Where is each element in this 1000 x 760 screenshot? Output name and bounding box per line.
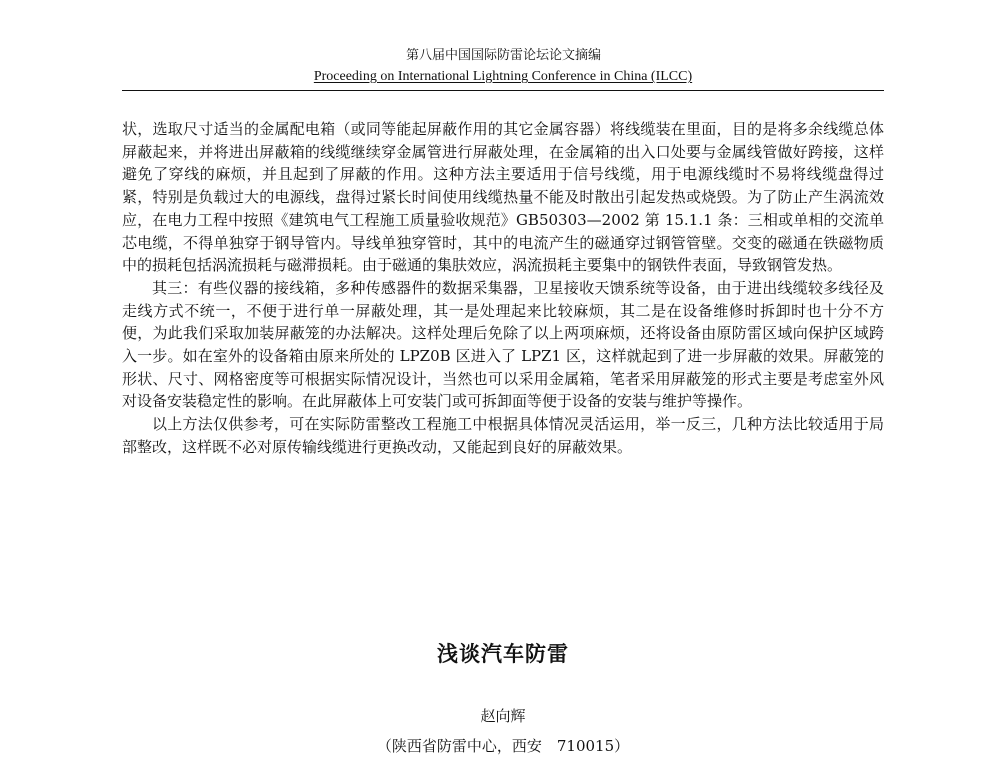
body-text bbox=[122, 118, 884, 459]
paragraph: 以上方法仅供参考，可在实际防雷整改工程施工中根据具体情况灵活运用，举一反三，几种方法比较适用于局部整改，这样既不必对原传输线缆进行更换改动，又能起到良好的屏蔽效果。 bbox=[122, 415, 884, 456]
author-affiliation: （陕西省防雷中心，西安 710015） bbox=[376, 737, 630, 755]
header-rule bbox=[122, 90, 884, 91]
author-name: 赵向辉 bbox=[480, 707, 526, 725]
paragraph: 状，选取尺寸适当的金属配电箱（或同等能起屏蔽作用的其它金属容器）将线缆装在里面，目的是将多余线缆总体屏蔽起来，并将进出屏蔽箱的线缆继续穿金属管进行屏蔽处理，在金属箱的出入口处要与金属线管做好跨接，这样避免了穿线的麻烦，并且起到了屏蔽的作用。这种方法主要适用于信号线缆，用于电源线缆时不易将线缆盘得过紧，特别是负载过大的电源线，盘得过紧长时间使用线缆热量不能及时散出引起发热或烧毁。为了防止产生涡流效应，在电力工程中按照《建筑电气工程施工质量验收规范》GB50303—2002 第 15.1.1 条：三相或单相的交流单芯电缆，不得单独穿于钢导管内。导线单独穿管时，其中的电流产生的磁通穿过钢管管壁。交变的磁通在铁磁物质中的损耗包括涡流损耗与磁滞损耗。由于磁通的集肤效应，涡流损耗主要集中的钢铁件表面，导致钢管发热。 bbox=[122, 120, 884, 275]
article-title: 浅谈汽车防雷 bbox=[437, 642, 569, 666]
running-header bbox=[122, 48, 884, 85]
header-english-title: Proceeding on International Lightning Conference in China (ILCC) bbox=[313, 69, 693, 84]
header-chinese-title: 第八届中国国际防雷论坛论文摘编 bbox=[405, 48, 601, 63]
paragraph: 其三：有些仪器的接线箱，多种传感器件的数据采集器，卫星接收天馈系统等设备，由于进出线缆较多线径及走线方式不统一，不便于进行单一屏蔽处理，其一是处理起来比较麻烦，其二是在设备维修时拆卸时也十分不方便，为此我们采取加装屏蔽笼的办法解决。这样处理后免除了以上两项麻烦，还将设备由原防雷区域向保护区域跨入一步。如在室外的设备箱由原来所处的 LPZ0B 区进入了 LPZ1 区，这样就起到了进一步屏蔽的效果。屏蔽笼的形状、尺寸、网格密度等可根据实际情况设计，当然也可以采用金属箱，笔者采用屏蔽笼的形式主要是考虑室外风对设备安装稳定性的影响。在此屏蔽体上可安装门或可拆卸面等便于设备的安装与维护等操作。 bbox=[122, 278, 884, 411]
